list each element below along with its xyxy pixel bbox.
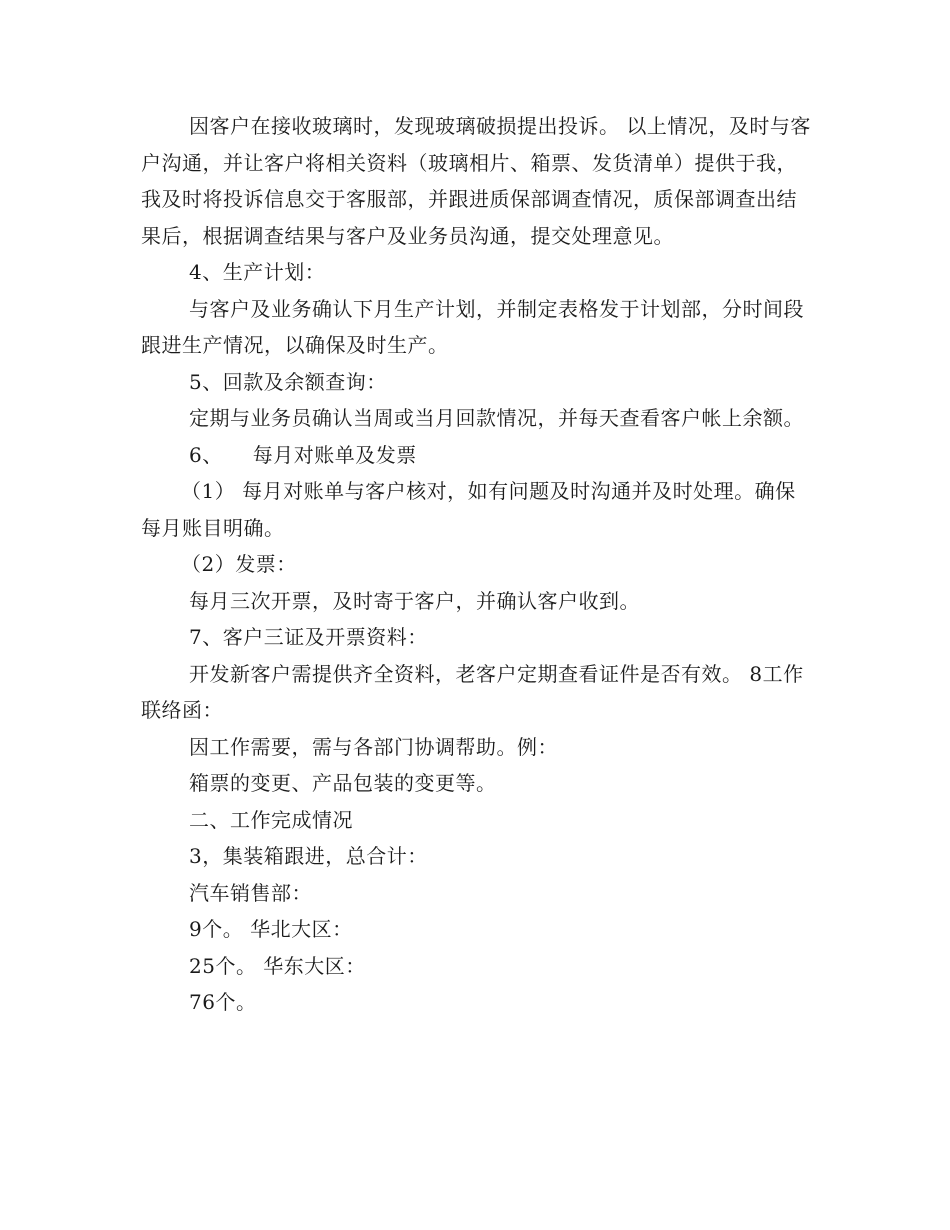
heading-invoice: （2）发票： [181, 552, 297, 576]
heading-monthly-statement [141, 437, 811, 474]
heading-work-completion: 二、工作完成情况 [189, 807, 353, 832]
paragraph-north-china: 9个。 华北大区： [189, 917, 353, 941]
heading-production-plan: 4、生产计划： [189, 260, 326, 284]
paragraph-auto-sales: 汽车销售部： [189, 880, 312, 905]
heading-customer-certificates: 7、客户三证及开票资料： [189, 625, 428, 649]
paragraph-customer-certificates: 开发新客户需提供齐全资料，老客户定期查看证件是否有效。 8工作联络函： [141, 661, 804, 722]
paragraph-east-china: 25个。 华东大区： [189, 953, 366, 978]
paragraph-coordination: 因工作需要，需与各部门协调帮助。例： [189, 734, 558, 759]
paragraph-count-76: 76个。 [189, 990, 257, 1014]
document-body [141, 108, 811, 1021]
paragraph-container-total: 3，集装箱跟进，总合计： [189, 844, 428, 868]
heading-monthly-statement-label: 每月对账单及发票 [252, 442, 417, 467]
paragraph-changes: 箱票的变更、产品包装的变更等。 [189, 771, 497, 795]
paragraph-complaint: 因客户在接收玻璃时，发现玻璃破损提出投诉。 以上情况，及时与客户沟通，并让客户将相关资料（玻璃相片、箱票、发货清单）提供于我，我及时将投诉信息交于客服部，并跟进质保部调查情况，质保部调查出结果后，根据调查结果与客户及业务员沟通，提交处理意见。 [141, 114, 811, 248]
heading-monthly-statement-number: 6、 [189, 442, 223, 467]
heading-payment-balance: 5、回款及余额查询： [189, 369, 387, 394]
paragraph-production-plan: 与客户及业务确认下月生产计划，并制定表格发于计划部，分时间段跟进生产情况，以确保及时生产。 [141, 296, 804, 357]
paragraph-payment-balance: 定期与业务员确认当周或当月回款情况，并每天查看客户帐上余额。 [189, 406, 804, 430]
paragraph-statement-check: （1） 每月对账单与客户核对，如有问题及时沟通并及时处理。确保每月账目明确。 [141, 479, 796, 540]
paragraph-invoice: 每月三次开票，及时寄于客户，并确认客户收到。 [189, 588, 640, 613]
